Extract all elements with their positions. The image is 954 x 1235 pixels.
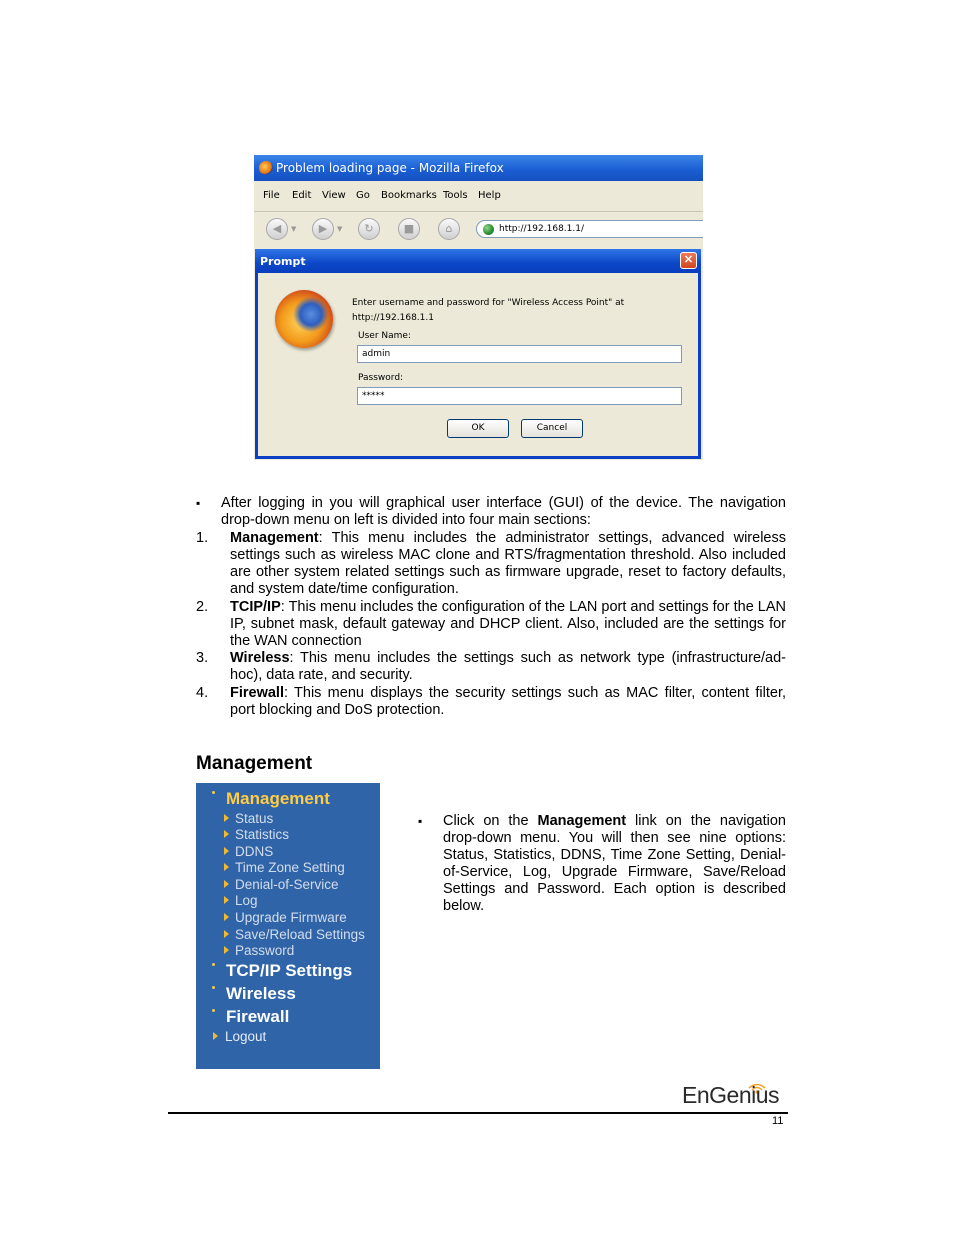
list-text: : This menu includes the administrator settings, advanced wireless settings such as wireless MAC clone and RTS/fragmentation threshold. Also included are other system related settings such as firmware upgrade, reset to factory defaults, and system date/time configuration. (230, 530, 786, 597)
logo-text: EnGenius (682, 1082, 780, 1108)
prompt-titlebar (255, 249, 701, 273)
globe-icon (483, 224, 494, 235)
forward-icon[interactable]: ▶ (312, 218, 334, 240)
window-title: Problem loading page - Mozilla Firefox (276, 161, 504, 175)
firefox-logo-icon (275, 290, 333, 348)
nav-item-statistics[interactable]: Statistics (235, 827, 290, 842)
arrow-icon (213, 1032, 218, 1040)
arrow-icon (224, 930, 229, 938)
list-text: : This menu displays the security settings such as MAC filter, content filter, port blocking and DoS protection. (230, 685, 786, 718)
list-number: 3. (196, 650, 209, 666)
menu-help[interactable]: Help (478, 190, 501, 201)
back-icon[interactable]: ◀ (266, 218, 288, 240)
arrow-icon (224, 863, 229, 871)
username-field[interactable]: admin (357, 345, 682, 363)
arrow-icon (224, 814, 229, 822)
password-label: Password: (358, 373, 404, 383)
nav-logout[interactable]: Logout (225, 1029, 267, 1044)
window-titlebar (254, 155, 703, 181)
menu-bookmarks[interactable]: Bookmarks (381, 190, 437, 201)
note-post: link on the navigation drop-down menu. You will then see nine options: Status, Statistics, DDNS, Time Zone Setting, Denial-of-Service, Log, Upgrade Firmware, Save/Reload Settings and Password. Each option is described below. (443, 813, 786, 914)
bullet-marker: ▪ (196, 496, 201, 510)
list-item-wireless (230, 650, 786, 684)
nav-item-upgrade-firmware[interactable]: Upgrade Firmware (235, 910, 347, 925)
bullet-icon (212, 963, 215, 966)
arrow-icon (224, 946, 229, 954)
menu-bar (254, 181, 703, 212)
nav-item-log[interactable]: Log (235, 893, 258, 908)
cancel-button[interactable]: Cancel (521, 419, 583, 438)
bullet-icon (212, 986, 215, 989)
home-icon[interactable]: ⌂ (438, 218, 460, 240)
bullet-icon (212, 1009, 215, 1012)
navigation-menu (196, 783, 380, 1069)
arrow-icon (224, 880, 229, 888)
nav-item-time-zone[interactable]: Time Zone Setting (235, 860, 345, 875)
management-note (443, 813, 786, 915)
navigation-toolbar (254, 212, 703, 246)
nav-item-ddns[interactable]: DDNS (235, 844, 274, 859)
menu-tools[interactable]: Tools (443, 190, 468, 201)
note-term: Management (537, 813, 627, 829)
list-item-firewall (230, 685, 786, 719)
list-term: Management (230, 530, 319, 546)
menu-edit[interactable]: Edit (292, 190, 312, 201)
nav-item-status[interactable]: Status (235, 811, 274, 826)
arrow-icon (224, 913, 229, 921)
list-number: 4. (196, 685, 209, 701)
nav-wireless[interactable]: Wireless (226, 984, 296, 1003)
close-button[interactable] (680, 252, 697, 269)
intro-paragraph: After logging in you will graphical user interface (GUI) of the device. The navigation drop-down menu on left is divided into four main sections: (221, 495, 786, 528)
nav-item-save-reload[interactable]: Save/Reload Settings (235, 927, 365, 942)
bullet-marker: ▪ (418, 814, 423, 828)
prompt-title: Prompt (260, 255, 306, 268)
section-heading: Management (196, 753, 313, 774)
list-term: Wireless (230, 650, 290, 666)
list-number: 1. (196, 530, 209, 546)
reload-icon[interactable]: ↻ (358, 218, 380, 240)
prompt-dialog (255, 249, 701, 459)
password-field[interactable]: ***** (357, 387, 682, 405)
note-pre: Click on the (443, 813, 538, 829)
prompt-body (258, 273, 698, 456)
back-dropdown-icon[interactable]: ▼ (291, 225, 297, 233)
nav-item-password[interactable]: Password (235, 943, 295, 958)
list-item-management (230, 530, 786, 598)
firefox-screenshot (254, 155, 703, 460)
bullet-icon (212, 791, 215, 794)
menu-view[interactable]: View (322, 190, 346, 201)
list-number: 2. (196, 599, 209, 615)
list-text: : This menu includes the settings such as network type (infrastructure/ad-hoc), data rate, and security. (230, 650, 786, 683)
nav-item-denial-of-service[interactable]: Denial-of-Service (235, 877, 339, 892)
firefox-icon (259, 161, 273, 175)
engenius-logo (682, 1080, 790, 1110)
list-term: Firewall (230, 685, 284, 701)
stop-icon[interactable]: ■ (398, 218, 420, 240)
menu-file[interactable]: File (263, 190, 280, 201)
list-term: TCIP/IP (230, 599, 281, 615)
nav-firewall[interactable]: Firewall (226, 1007, 290, 1026)
url-text: http://192.168.1.1/ (499, 224, 584, 234)
arrow-icon (224, 896, 229, 904)
list-text: : This menu includes the configuration of the LAN port and settings for the LAN IP, subnet mask, default gateway and DHCP client. Also, included are the settings for the WAN connection (230, 599, 786, 649)
address-bar[interactable] (476, 220, 703, 238)
arrow-icon (224, 830, 229, 838)
footer-divider (168, 1112, 788, 1114)
close-icon: ✕ (683, 254, 694, 266)
list-item-tcpip (230, 599, 786, 650)
forward-dropdown-icon[interactable]: ▼ (337, 225, 343, 233)
prompt-message: Enter username and password for "Wireless Access Point" at http://192.168.1.1 (352, 298, 625, 323)
arrow-icon (224, 847, 229, 855)
menu-go[interactable]: Go (356, 190, 370, 201)
nav-management[interactable]: Management (226, 789, 330, 808)
ok-button[interactable]: OK (447, 419, 509, 438)
username-label: User Name: (358, 331, 411, 341)
nav-tcpip[interactable]: TCP/IP Settings (226, 961, 353, 980)
page-number: 11 (772, 1115, 784, 1127)
